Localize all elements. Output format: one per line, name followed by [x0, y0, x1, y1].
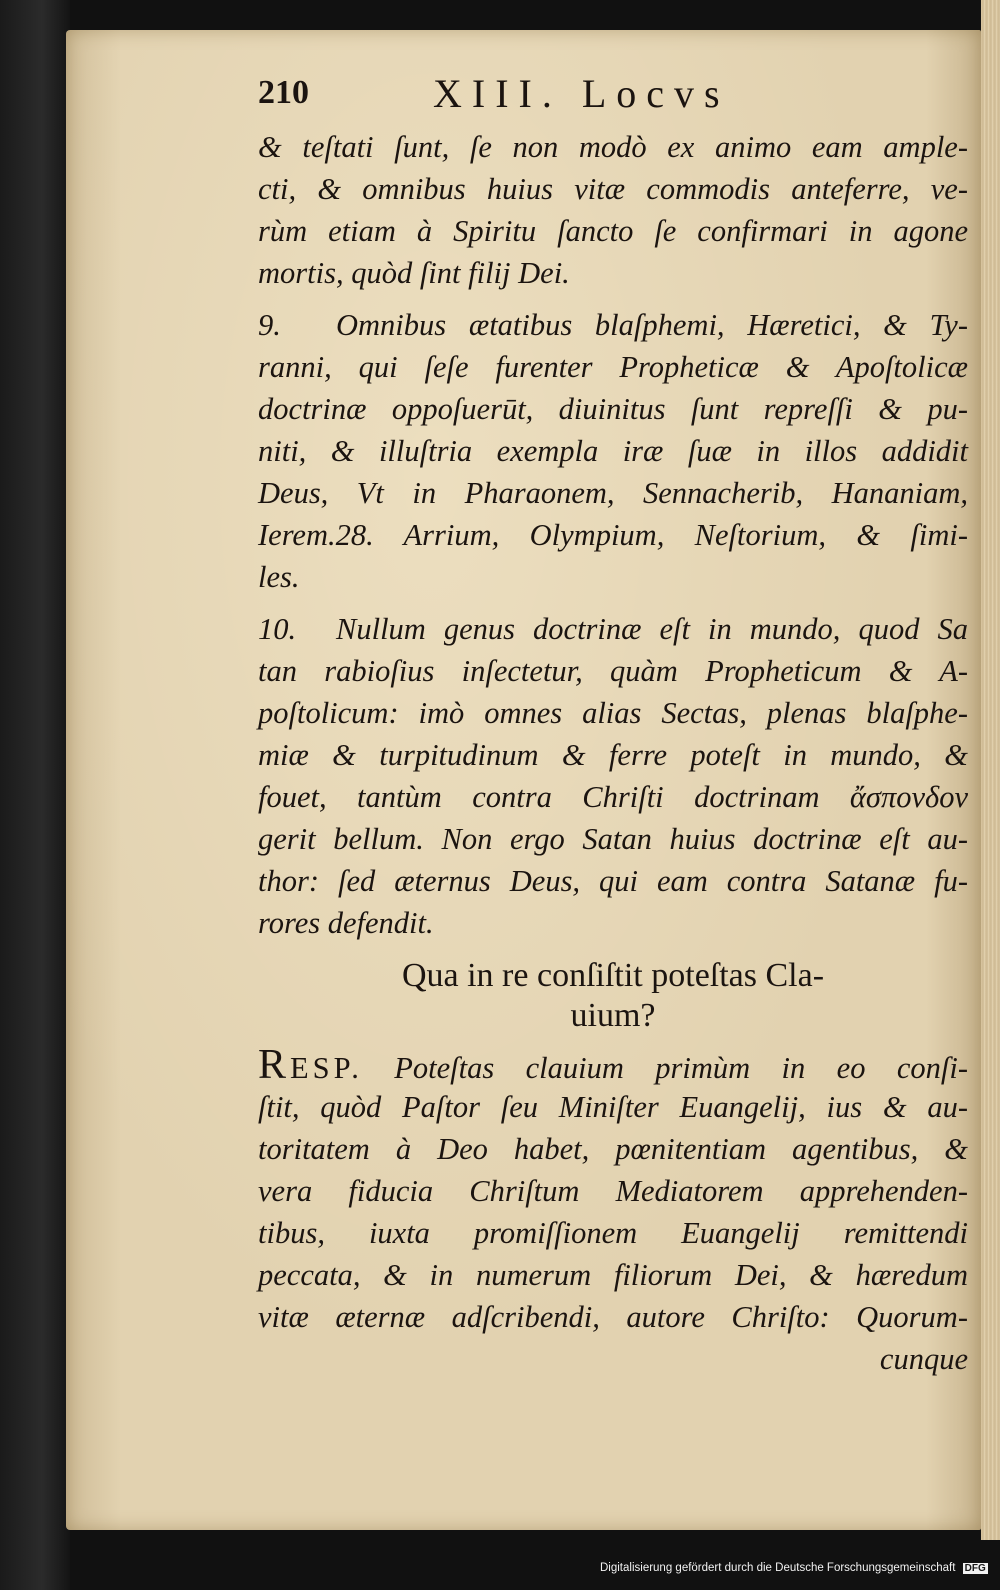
- paragraph-number: 9.: [258, 308, 281, 342]
- credit-text: Digitalisierung gefördert durch die Deutsche Forschungsgemeinschaft: [600, 1562, 956, 1574]
- heading-line: uium?: [570, 997, 656, 1034]
- text-line: tibus, iuxta promiſſionem Euangelij remittendi: [258, 1216, 968, 1250]
- text-line: miæ & turpitudinum & ferre poteſt in mundo, &: [258, 738, 968, 772]
- question-heading: [258, 956, 968, 1036]
- text-line: ſtit, quòd Paſtor ſeu Miniſter Euangelij, ius & au-: [258, 1090, 968, 1124]
- text-line: poſtolicum: imò omnes alias Sectas, plenas blaſphe-: [258, 696, 968, 730]
- text-line-labelled: [258, 1044, 968, 1086]
- page-body: [258, 126, 968, 1380]
- text-line: Poteſtas clauium primùm in eo conſi-: [394, 1051, 968, 1085]
- heading-line: Qua in re conſiſtit poteſtas Cla-: [401, 957, 825, 994]
- text-line: gerit bellum. Non ergo Satan huius doctrinæ eſt au-: [258, 822, 968, 856]
- catchword: cunque: [879, 1342, 968, 1376]
- page-number: 210: [258, 74, 309, 111]
- text-line-numbered: [258, 304, 968, 346]
- text-line: Nullum genus doctrinæ eſt in mundo, quod Sa: [336, 612, 968, 646]
- text-line: Deus, Vt in Pharaonem, Sennacherib, Hananiam,: [258, 476, 968, 510]
- response-label: [258, 1042, 363, 1088]
- text-line: ranni, qui ſeſe furenter Propheticæ & Apoſtolicæ: [258, 350, 968, 384]
- text-line: & teſtati ſunt, ſe non modò ex animo eam ample-: [258, 130, 968, 164]
- text-line: les.: [258, 560, 300, 594]
- text-line: tan rabioſius inſectetur, quàm Propheticum & A-: [258, 654, 968, 688]
- text-line: rùm etiam à Spiritu ſancto ſe confirmari in agone: [258, 214, 968, 248]
- book-spine-shadow: [0, 0, 70, 1590]
- text-line: fouet, tantùm contra Chriſti doctrinam ἄσπονδον: [258, 780, 968, 814]
- text-line: toritatem à Deo habet, pœnitentiam agentibus, &: [258, 1132, 968, 1166]
- text-line: peccata, & in numerum filiorum Dei, & hæredum: [258, 1258, 968, 1292]
- text-line: thor: ſed æternus Deus, qui eam contra Satanæ fu-: [258, 864, 968, 898]
- response-initial: R: [258, 1042, 291, 1088]
- paragraph-10: [258, 608, 968, 944]
- text-line: vera fiducia Chriſtum Mediatorem apprehenden-: [258, 1174, 968, 1208]
- text-line: cti, & omnibus huius vitæ commodis anteferre, ve-: [258, 172, 968, 206]
- text-line: vitæ æternæ adſcribendi, autore Chriſto: Quorum-: [258, 1300, 968, 1334]
- response-label-rest: ESP.: [290, 1051, 363, 1085]
- text-line-numbered: [258, 608, 968, 650]
- text-line: Omnibus ætatibus blaſphemi, Hæretici, & Ty-: [336, 308, 968, 342]
- digitization-credit: [600, 1562, 995, 1582]
- paragraph-response: [258, 1044, 968, 1380]
- dfg-logo: DFG: [964, 1563, 986, 1574]
- running-head: XIII. Locvs: [433, 71, 730, 116]
- paragraph-number: 10.: [258, 612, 297, 646]
- paragraph-intro: [258, 126, 968, 294]
- text-line: rores defendit.: [258, 906, 434, 940]
- page-edges: [981, 0, 1000, 1540]
- text-line: doctrinæ oppoſuerūt, diuinitus ſunt repreſſi & pu-: [258, 392, 968, 426]
- text-line: Ierem.28. Arrium, Olympium, Neſtorium, & ſimi-: [258, 518, 968, 552]
- paragraph-9: [258, 304, 968, 598]
- text-line: niti, & illuſtria exempla iræ ſuæ in illos addidit: [258, 434, 968, 468]
- page-header: [258, 70, 968, 120]
- text-line: mortis, quòd ſint filij Dei.: [258, 256, 570, 290]
